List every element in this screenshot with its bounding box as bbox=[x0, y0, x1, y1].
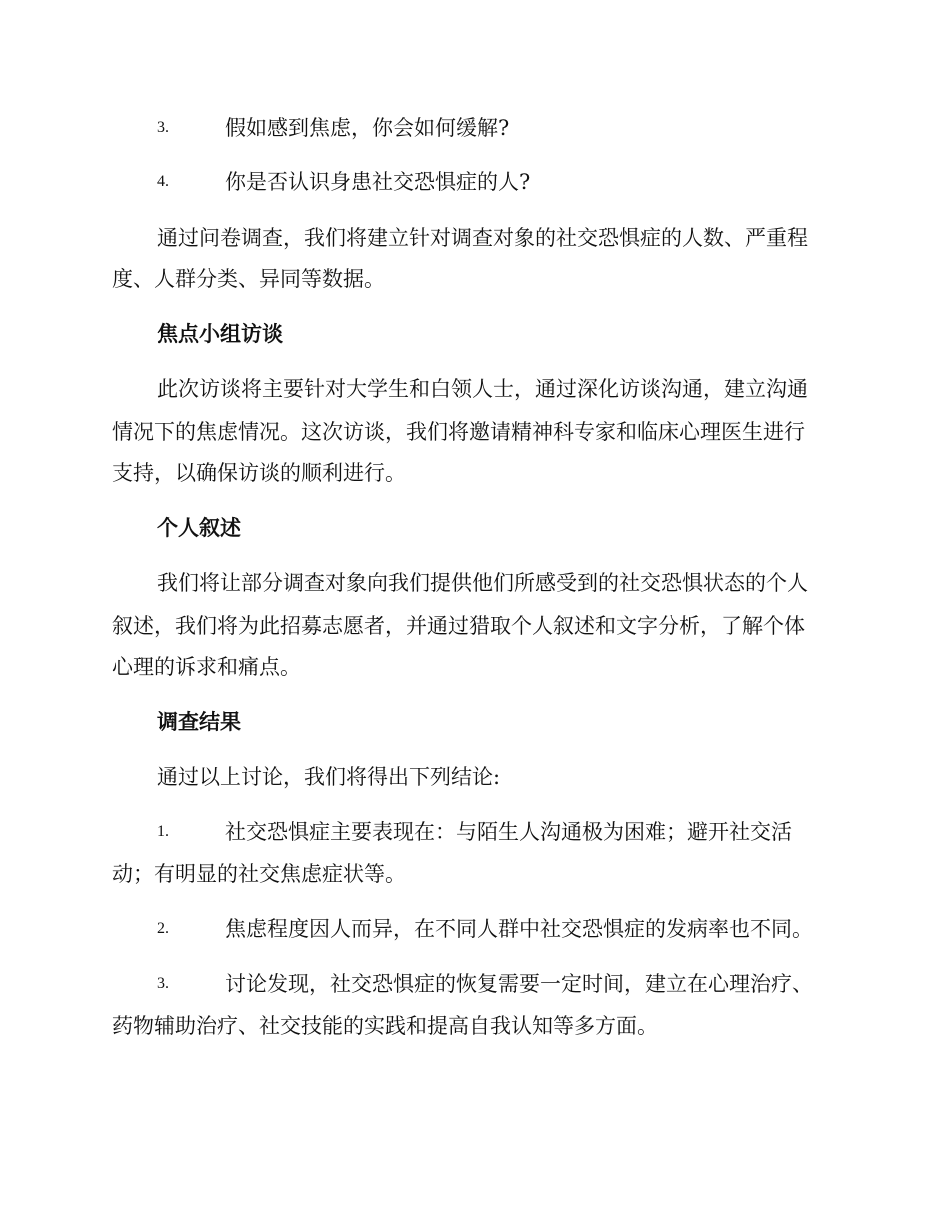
list-item-text: 假如感到焦虑，你会如何缓解? bbox=[225, 116, 510, 140]
list-number: 4. bbox=[157, 173, 169, 190]
list-item-text: 你是否认识身患社交恐惧症的人? bbox=[225, 170, 531, 194]
list-number: 2. bbox=[157, 920, 169, 937]
paragraph-line: 此次访谈将主要针对大学生和白领人士，通过深化访谈沟通，建立沟通 bbox=[157, 377, 808, 401]
section-heading: 焦点小组访谈 bbox=[157, 322, 283, 346]
list-number: 3. bbox=[157, 975, 169, 992]
paragraph-line: 度、人群分类、异同等数据。 bbox=[112, 267, 385, 291]
paragraph-line: 支持，以确保访谈的顺利进行。 bbox=[112, 461, 406, 485]
paragraph-line: 叙述，我们将为此招募志愿者，并通过猎取个人叙述和文字分析，了解个体 bbox=[112, 614, 805, 638]
paragraph-line: 心理的诉求和痛点。 bbox=[112, 655, 301, 679]
section-heading: 调查结果 bbox=[157, 710, 241, 734]
paragraph-line: 通过以上讨论，我们将得出下列结论: bbox=[157, 765, 501, 789]
list-number: 1. bbox=[157, 823, 169, 840]
list-item-continuation: 动；有明显的社交焦虑症状等。 bbox=[112, 862, 406, 886]
paragraph-line: 情况下的焦虑情况。这次访谈，我们将邀请精神科专家和临床心理医生进行 bbox=[112, 420, 805, 444]
list-item-text: 焦虑程度因人而异，在不同人群中社交恐惧症的发病率也不同。 bbox=[225, 917, 813, 941]
list-item-text: 社交恐惧症主要表现在：与陌生人沟通极为困难；避开社交活 bbox=[225, 820, 792, 844]
section-heading: 个人叙述 bbox=[157, 516, 241, 540]
paragraph-line: 我们将让部分调查对象向我们提供他们所感受到的社交恐惧状态的个人 bbox=[157, 571, 808, 595]
list-item-text: 讨论发现，社交恐惧症的恢复需要一定时间，建立在心理治疗、 bbox=[225, 972, 813, 996]
paragraph-line: 通过问卷调查，我们将建立针对调查对象的社交恐惧症的人数、严重程 bbox=[157, 226, 808, 250]
list-item-continuation: 药物辅助治疗、社交技能的实践和提高自我认知等多方面。 bbox=[112, 1014, 658, 1038]
list-number: 3. bbox=[157, 119, 169, 136]
